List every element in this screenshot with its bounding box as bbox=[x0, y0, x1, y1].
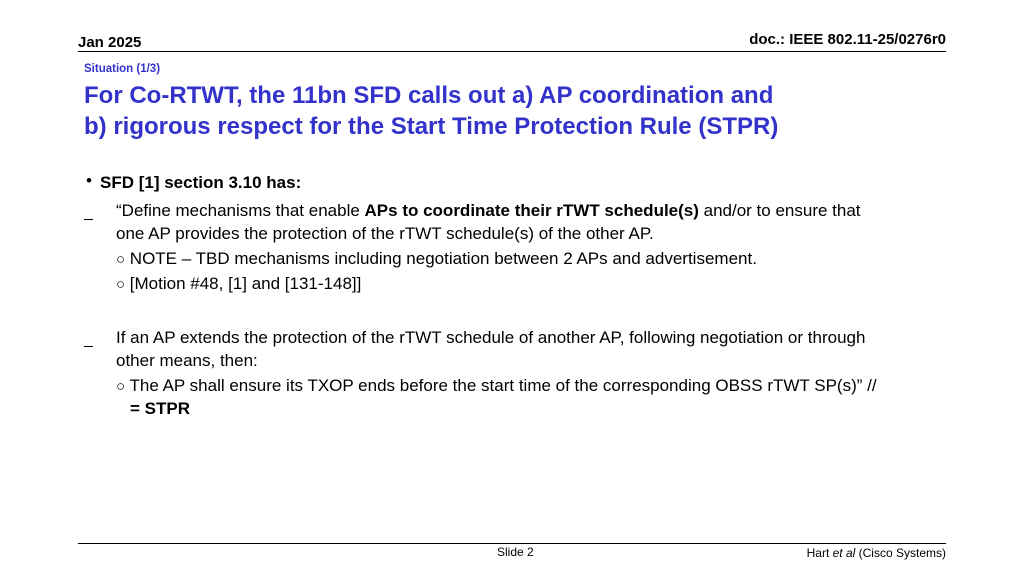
section-label: Situation (1/3) bbox=[84, 63, 161, 75]
sfd-note-item bbox=[116, 247, 757, 271]
sfd-quote-bold: APs to coordinate their rTWT schedule(s) bbox=[364, 201, 699, 220]
footer-divider bbox=[78, 543, 946, 544]
header-doc-id: doc.: IEEE 802.11-25/0276r0 bbox=[749, 31, 946, 48]
hollow-circle-icon: ○ bbox=[116, 378, 126, 395]
stpr-rule-text: The AP shall ensure its TXOP ends before the start time of the corresponding OBSS rTWT SP(s)” // bbox=[129, 376, 877, 395]
stpr-para-line-2: other means, then: bbox=[116, 351, 258, 370]
stpr-rule-item bbox=[116, 374, 877, 398]
dash-marker-icon bbox=[84, 219, 93, 220]
hollow-circle-icon: ○ bbox=[116, 251, 126, 268]
footer-author: Hart et al (Cisco Systems) bbox=[806, 546, 946, 560]
title-line-1: For Co-RTWT, the 11bn SFD calls out a) AP coordination and bbox=[84, 82, 774, 109]
sfd-motion-text: [Motion #48, [1] and [131-148]] bbox=[129, 274, 362, 293]
hollow-circle-icon: ○ bbox=[116, 276, 126, 293]
header-date: Jan 2025 bbox=[78, 34, 142, 51]
header-divider bbox=[78, 51, 946, 52]
sfd-note-text: NOTE – TBD mechanisms including negotiation between 2 APs and advertisement. bbox=[129, 249, 757, 268]
sfd-motion-item bbox=[116, 272, 361, 296]
slide-number: Slide 2 bbox=[497, 545, 534, 559]
bullet-sfd-text: SFD [1] section 3.10 has: bbox=[100, 173, 302, 192]
sfd-quote-line-2: one AP provides the protection of the rTWT schedule(s) of the other AP. bbox=[116, 224, 654, 243]
bullet-dot-icon: • bbox=[86, 171, 92, 190]
stpr-label: = STPR bbox=[130, 399, 190, 418]
dash-marker-icon bbox=[84, 346, 93, 347]
title-line-2: b) rigorous respect for the Start Time Protection Rule (STPR) bbox=[84, 113, 779, 140]
sfd-quote-line-1: “Define mechanisms that enable APs to coordinate their rTWT schedule(s) and/or to ensure that bbox=[116, 201, 861, 220]
bullet-sfd-heading bbox=[100, 171, 301, 194]
stpr-para-line-1: If an AP extends the protection of the rTWT schedule of another AP, following negotiation or through bbox=[116, 328, 866, 347]
slide-title bbox=[84, 80, 964, 142]
